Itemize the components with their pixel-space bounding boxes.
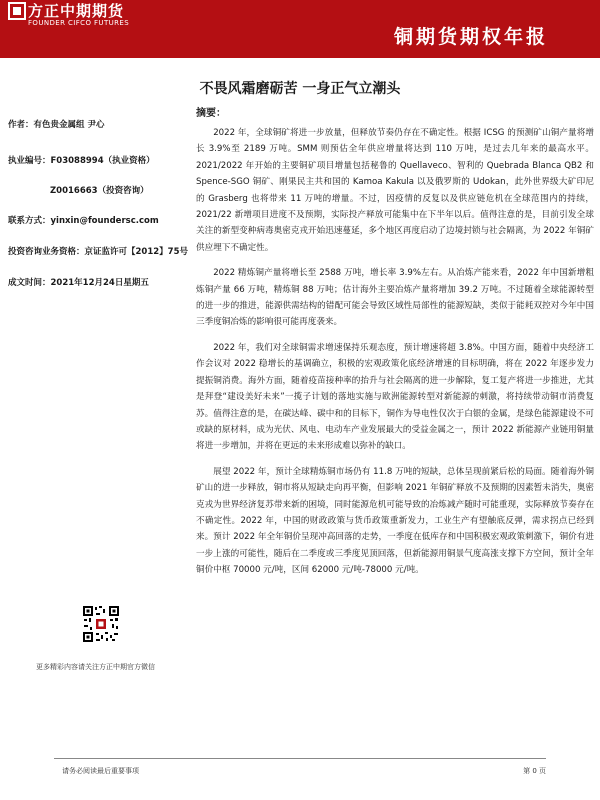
- written-date: 成文时间：2021年12月24日星期五: [8, 278, 149, 288]
- company-english-name: FOUNDER CIFCO FUTURES: [28, 19, 130, 27]
- report-header: [0, 0, 600, 58]
- license-number: 执业编号：F03088994（执业资格）: [8, 156, 155, 166]
- consulting-license-number: Z0016663（投资咨询）: [50, 186, 149, 196]
- author-line: 作者：有色贵金属组 尹心: [8, 120, 105, 130]
- report-type-title: 铜期货期权年报: [393, 26, 548, 48]
- qr-code-caption: 更多精彩内容请关注方正中期官方微信: [36, 663, 155, 671]
- abstract-paragraph: 展望 2022 年，预计全球精炼铜市场仍有 11.8 万吨的短缺，总体呈现前紧后松的局面。随着海外铜矿山的进一步释放，铜市将从短缺走向再平衡，但影响 2021 年铜矿释放不及预期的因素暂未消失，奥密克戎为世界经济复苏带来新的困境，同时能源危机可能导致的冶炼减产随时可能重现，实际释放节奏存在不确定性。2022 年，中国的财政政策与货币政策重新发力，工业生产有望触底反弹，需求拐点已经到来。预计 2022 年全年铜价呈现冲高回落的走势，一季度在低库存和中国积极宏观政策刺激下，铜价有进一步上涨的可能性，随后在二季度或三季度见顶回落，但新能源用铜景气度高涨支撑下方空间，预计全年铜价中枢 70000 元/吨，区间 62000 元/吨-78000 元/吨。: [196, 466, 594, 576]
- abstract-paragraph: 2022 年，我们对全球铜需求增速保持乐观态度，预计增速将超 3.8%。中国方面，随着中央经济工作会议对 2022 稳增长的基调确立，积极的宏观政策化底经济增速的目标明确，将在 2022 年逐步发力提振铜消费。海外方面，随着疫苗接种率的抬升与社会隔离的进一步解除，复工复产将进一步推进，尤其是拜登“建设美好未来”一揽子计划的落地实施与欧洲能源转型对新能源的刺激，将持续带动铜市消费复苏。值得注意的是，在碳达峰、碳中和的目标下，铜作为导电性仅次于白银的金属，是绿色能源建设不可或缺的原材料，成为光伏、风电、电动车产业发展最大的受益金属之一，预计 2022 新能源产业链用铜量将进一步增加，并将在更远的未来形成难以弥补的缺口。: [196, 342, 594, 452]
- qualification-line: 投资咨询业务资格：京证监许可【2012】75号: [8, 247, 188, 257]
- abstract-paragraph: 2022 年，全球铜矿将进一步放量，但释放节奏仍存在不确定性。根据 ICSG 的预测矿山铜产量将增长 3.9%至 2189 万吨。SMM 则预估全年供应增量将达到 110 万吨，是过去几年来的最高水平。2021/2022 年开始的主要铜矿项目增量包括秘鲁的 Quellaveco、智利的 Quebrada Blanca QB2 和 Spence-SGO 铜矿、刚果民主共和国的 Kamoa Kakula 以及俄罗斯的 Udokan，此外世界级大矿印尼的 Grasberg 也将带来 11 万吨的增量。不过，因疫情的反复以及供应链危机在全球范围内的持续，2021/22 新增项目进度不及预期，实际投产释放可能集中在下半年以后。值得注意的是，目前引发全球关注的新型变种病毒奥密克戎开始迅速蔓延，多个地区再度启动了边境封锁与社会隔离，为 2022 年铜矿供应埋下不确定性。: [196, 128, 594, 253]
- abstract-label: 摘要：: [196, 108, 226, 119]
- qr-code-icon: [82, 605, 120, 643]
- company-logo-icon: [8, 2, 26, 20]
- page-number: 第 0 页: [523, 767, 546, 775]
- company-name: 方正中期期货: [28, 2, 125, 20]
- footer-divider: [54, 758, 546, 759]
- abstract-paragraph: 2022 精炼铜产量将增长至 2588 万吨，增长率 3.9%左右。从冶炼产能来看，2022 年中国新增粗炼铜产量 66 万吨，精炼铜 88 万吨；估计海外主要冶炼产量将增加 39.2 万吨。不过随着全球能源转型的进一步的推进，能源供需结构的错配可能会导致区域性局部性的能源短缺，类似于能耗双控对今年中国三季度铜冶炼的影响很可能再度袭来。: [196, 268, 594, 328]
- report-title: 不畏风霜磨砺苦 一身正气立潮头: [199, 81, 401, 97]
- contact-email: 联系方式：yinxin@foundersc.com: [8, 216, 159, 226]
- footer-disclaimer: 请务必阅读最后重要事项: [62, 767, 139, 775]
- abstract-section: [196, 104, 594, 588]
